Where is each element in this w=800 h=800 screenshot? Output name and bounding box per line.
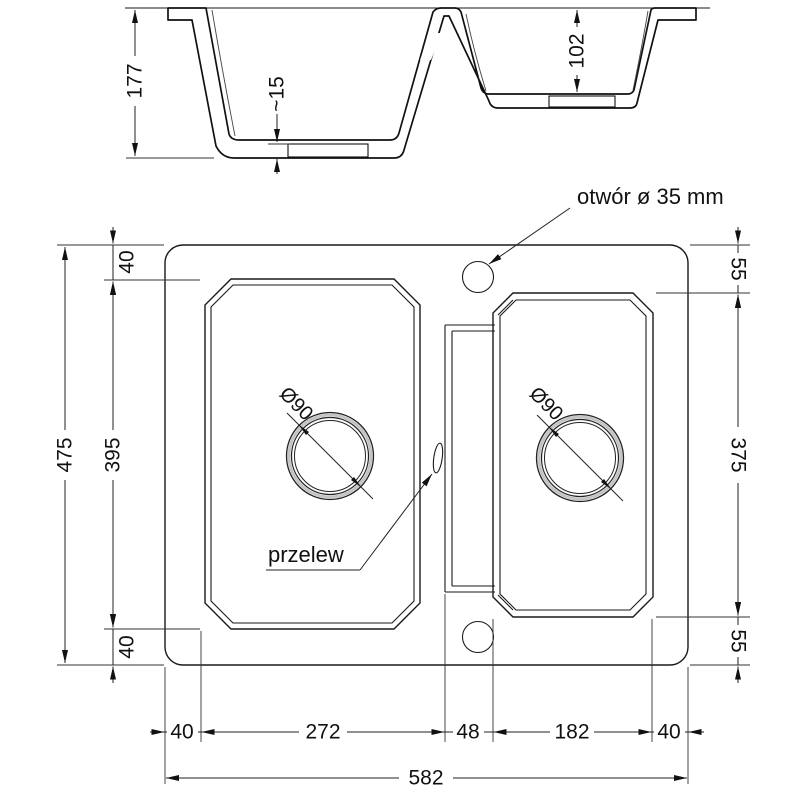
dim-total-width: 582 [408, 766, 444, 790]
bowl-surface-line-divider [466, 14, 486, 91]
overflow-hole [432, 443, 444, 474]
drain-recess-right [549, 96, 615, 107]
divider-ledge [445, 325, 495, 592]
drain-recess-left [288, 144, 368, 157]
dim-bowl-right-height: 375 [726, 437, 750, 473]
sink-outline [165, 245, 688, 665]
drain-right [525, 383, 624, 502]
dimensions-right [656, 227, 750, 683]
bowl-right-rim-outer [493, 293, 653, 617]
bowl-surface-line-right [633, 11, 648, 90]
dim-drain-left-diameter: Ø90 [274, 382, 318, 426]
dimensions-left [54, 227, 201, 683]
dim-divider-width: 48 [456, 720, 480, 744]
bowl-left-rim-inner [211, 285, 414, 623]
dim-depth-main: 177 [123, 63, 147, 99]
dim-depth-secondary: 102 [565, 33, 589, 69]
dim-margin-top-left: 40 [115, 250, 139, 274]
dim-bowl-left-height: 395 [101, 437, 125, 473]
dim-drain-right-diameter: Ø90 [524, 382, 568, 426]
dim-bowl-right-width: 182 [554, 720, 590, 744]
leader-tap-hole [489, 208, 570, 264]
dim-floor-thickness: ~15 [265, 76, 289, 112]
bowl-right-rim-inner [500, 300, 646, 610]
section-view [124, 8, 711, 174]
dim-margin-top-right: 55 [726, 257, 750, 281]
dim-margin-left: 40 [170, 720, 194, 744]
label-overflow: przelew [268, 542, 344, 567]
tap-hole-top [463, 262, 494, 293]
drain-left [275, 383, 374, 500]
section-cut-material [168, 8, 696, 158]
label-tap-hole: otwór ø 35 mm [577, 184, 724, 209]
dim-margin-right: 40 [657, 720, 681, 744]
tap-hole-bottom [463, 622, 494, 653]
dim-margin-bottom-right: 55 [726, 629, 750, 653]
bowl-right-step-detail [495, 296, 513, 614]
bowl-surface-line-left [212, 10, 235, 136]
leader-overflow [360, 474, 432, 570]
dim-total-height: 475 [53, 437, 77, 473]
top-view [165, 184, 724, 665]
bowl-left-rim-outer [205, 279, 420, 629]
dim-margin-bottom-left: 40 [115, 635, 139, 659]
dim-bowl-left-width: 272 [305, 720, 341, 744]
